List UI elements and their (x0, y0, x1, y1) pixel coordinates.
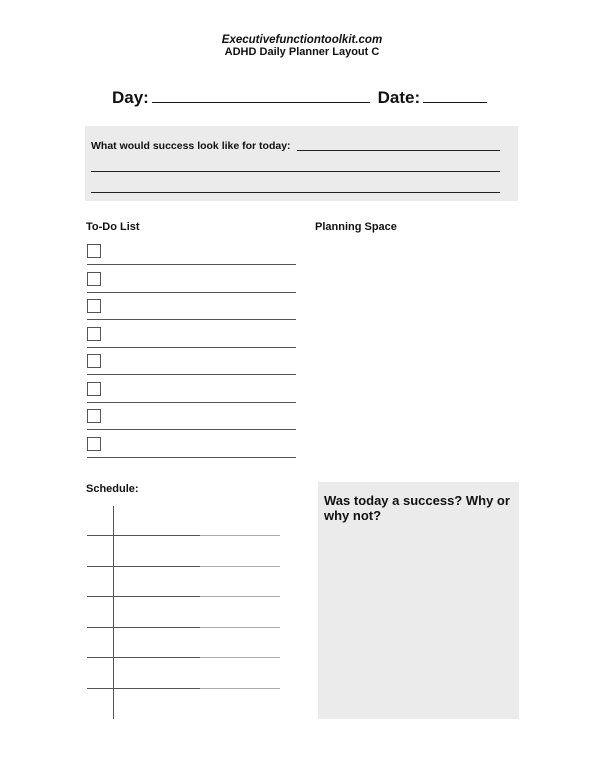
date-blank[interactable] (423, 88, 487, 103)
todo-item-line[interactable] (87, 374, 296, 375)
todo-label: To-Do List (86, 221, 140, 233)
todo-checkbox[interactable] (87, 409, 101, 423)
date-label: Date: (377, 88, 421, 107)
todo-item-line[interactable] (87, 347, 296, 348)
success-question (91, 140, 291, 152)
todo-checkbox[interactable] (87, 244, 101, 258)
day-date-line (112, 88, 490, 108)
schedule-row-line-extension (200, 688, 280, 689)
schedule-row-line-extension (200, 657, 280, 658)
schedule-row-line[interactable] (87, 627, 200, 628)
reflection-question: Was today a success? Why or why not? (324, 493, 510, 523)
todo-checkbox[interactable] (87, 382, 101, 396)
todo-checkbox[interactable] (87, 272, 101, 286)
success-answer-line-3[interactable] (91, 192, 500, 193)
planning-label: Planning Space (315, 221, 397, 233)
todo-item-line[interactable] (87, 429, 296, 430)
schedule-row-line-extension (200, 566, 280, 567)
day-blank[interactable] (152, 88, 370, 103)
todo-checkbox[interactable] (87, 327, 101, 341)
day-label: Day: (112, 88, 149, 107)
todo-item-line[interactable] (87, 402, 296, 403)
schedule-row-line-extension (200, 596, 280, 597)
schedule-row-line[interactable] (87, 535, 200, 536)
todo-item-line[interactable] (87, 319, 296, 320)
success-question-text: What would success look like for today: (91, 140, 291, 152)
planner-title: ADHD Daily Planner Layout C (224, 46, 380, 58)
todo-item-line[interactable] (87, 264, 296, 265)
schedule-row-line[interactable] (87, 566, 200, 567)
success-answer-line-1[interactable] (297, 150, 500, 151)
planning-space[interactable] (315, 238, 518, 463)
todo-item-line[interactable] (87, 457, 296, 458)
schedule-row-line[interactable] (87, 688, 200, 689)
todo-checkbox[interactable] (87, 354, 101, 368)
site-name: Executivefunctiontoolkit.com (221, 34, 383, 46)
todo-item-line[interactable] (87, 292, 296, 293)
todo-checkbox[interactable] (87, 299, 101, 313)
success-answer-line-2[interactable] (91, 171, 500, 172)
todo-checkbox[interactable] (87, 437, 101, 451)
schedule-row-line-extension (200, 627, 280, 628)
schedule-row-line[interactable] (87, 657, 200, 658)
schedule-row-line-extension (200, 535, 280, 536)
schedule-label: Schedule: (86, 483, 139, 495)
schedule-row-line[interactable] (87, 596, 200, 597)
success-prompt-box (85, 126, 518, 201)
